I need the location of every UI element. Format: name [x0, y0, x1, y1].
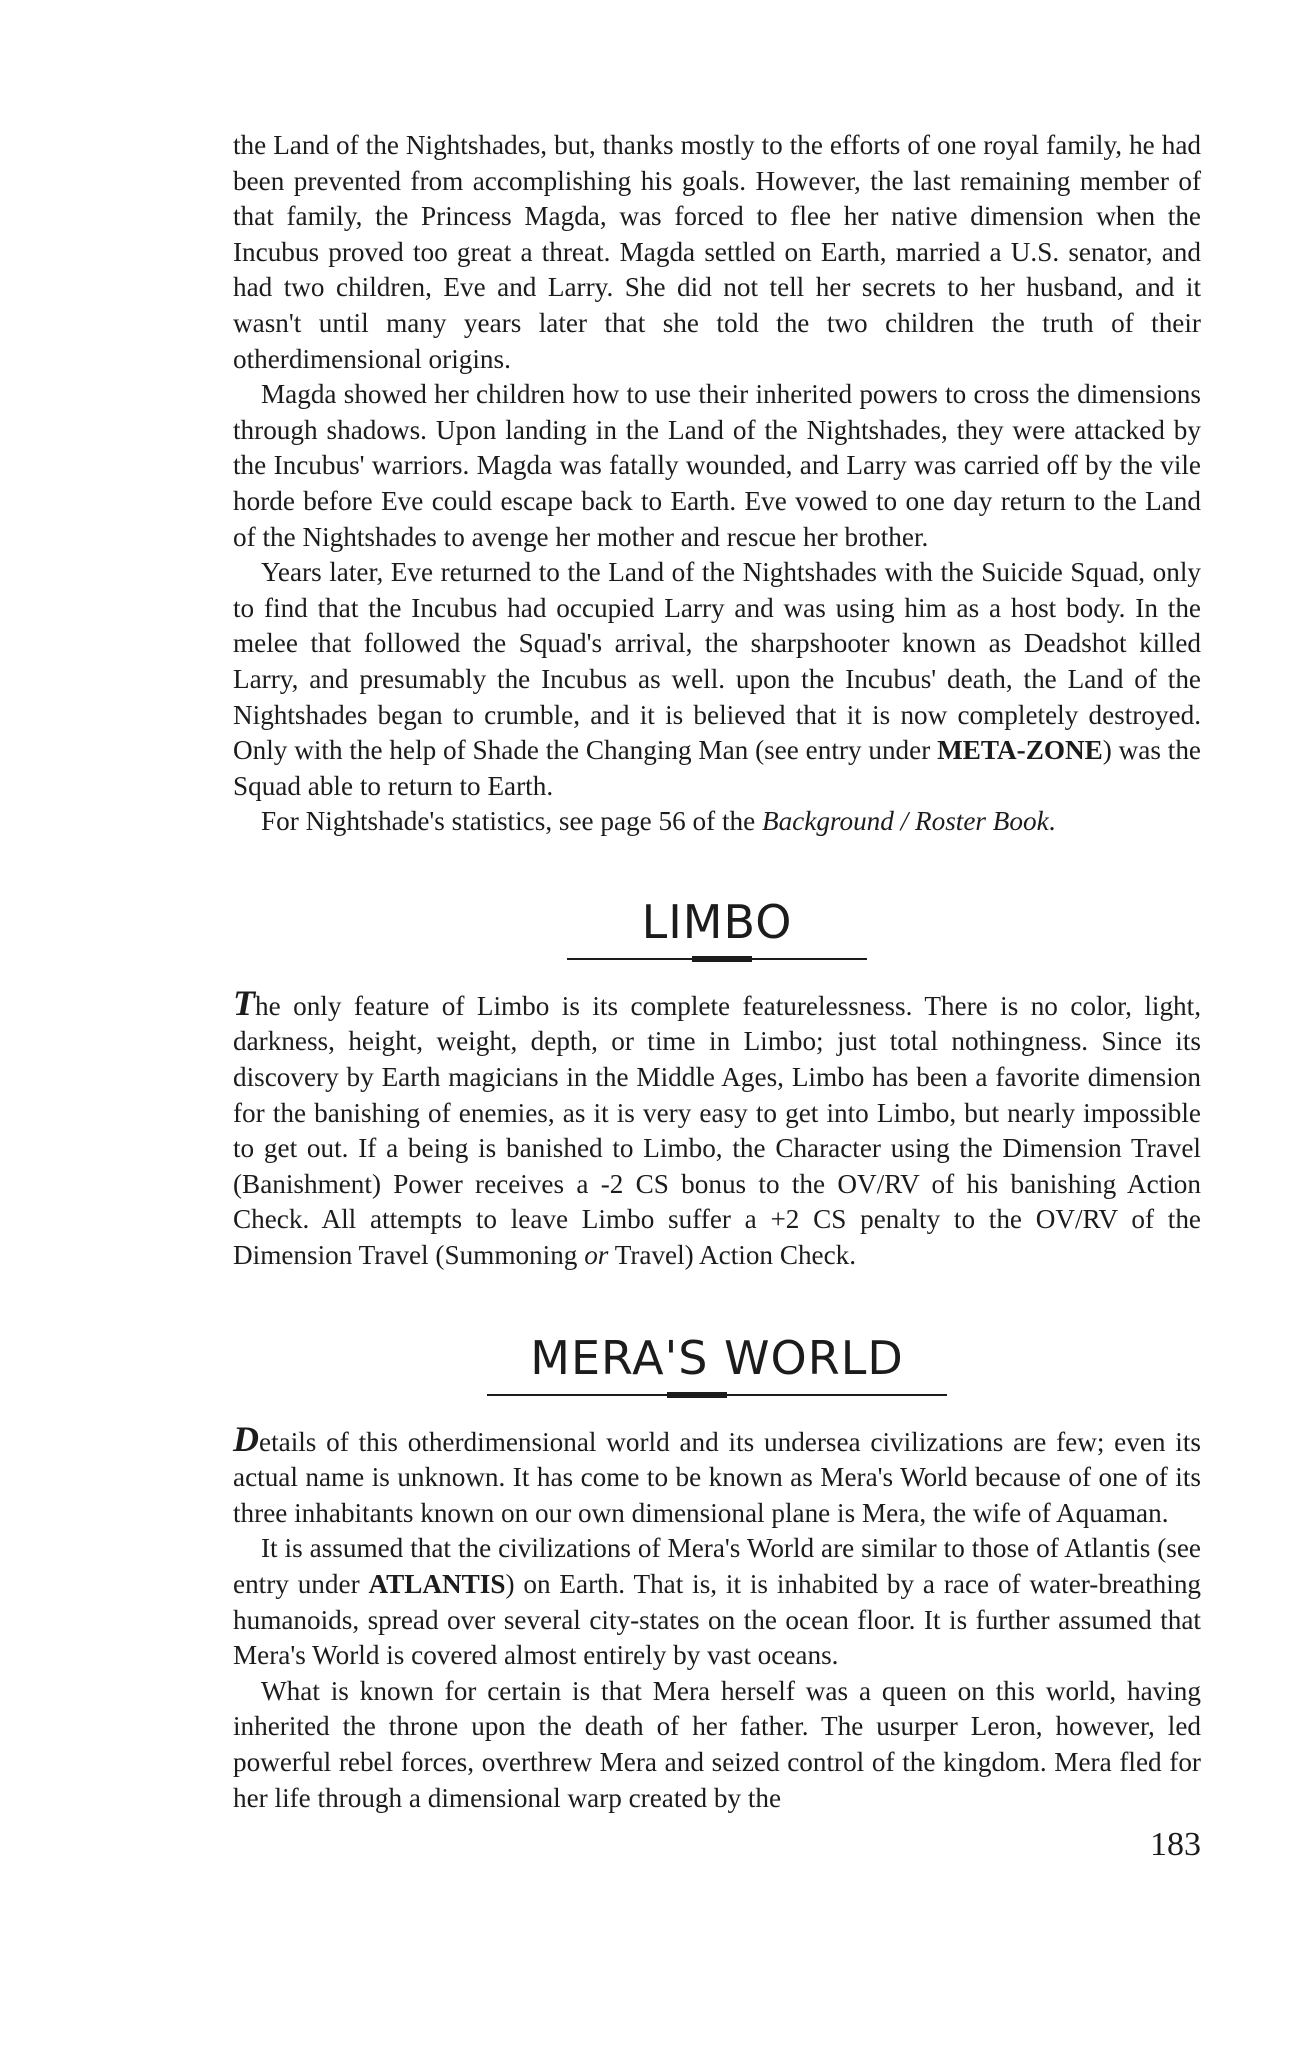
- meras-world-paragraph-2-text-a: It is assumed that the civilizations of Mera's World are similar to those of Atlantis (see entry under: [233, 1533, 1201, 1599]
- meras-world-heading-block: [233, 1332, 1201, 1396]
- limbo-dropcap: T: [233, 982, 255, 1023]
- book-title-reference: Background / Roster Book: [761, 806, 1049, 837]
- meras-world-dropcap: D: [233, 1418, 259, 1459]
- meras-world-paragraph-1: [233, 1418, 1201, 1532]
- meras-world-heading: MERA'S WORLD: [530, 1330, 904, 1385]
- meras-world-paragraph-3: [233, 1674, 1201, 1816]
- limbo-heading: LIMBO: [641, 894, 793, 949]
- meras-world-paragraph-2: [233, 1531, 1201, 1673]
- limbo-heading-rule: [567, 958, 867, 960]
- intro-paragraph-3: [233, 555, 1201, 804]
- intro-paragraph-3-text-a: Years later, Eve returned to the Land of the Nightshades with the Suicide Squad, only to find that the Incubus had occupied Larry and was using him as a host body. In the melee that followed the Squad's arrival, the sharpshooter known as Deadshot killed Larry, and presumably the Incubus as well. upon the Incubus' death, the Land of the Nightshades began to crumble, and it is believed that it is now completely destroyed. Only with the help of Shade the Changing Man (see entry under: [233, 557, 1201, 766]
- limbo-paragraph-1: [233, 982, 1201, 1274]
- meras-world-rule-accent: [667, 1392, 727, 1398]
- limbo-heading-block: [233, 896, 1201, 960]
- meras-world-heading-rule: [487, 1394, 947, 1396]
- meras-world-paragraph-2-text-b: ) on Earth. That is, it is inhabited by a race of water-breathing humanoids, spread over several city-states on the ocean floor. It is further assumed that Mera's World is covered almost entirely by vast oceans.: [233, 1569, 1202, 1671]
- intro-paragraph-1-text: the Land of the Nightshades, but, thanks mostly to the efforts of one royal family, he had been prevented from accomplishing his goals. However, the last remaining member of that family, the Princess Magda, was forced to flee her native dimension when the Incubus proved too great a threat. Magda settled on Earth, married a U.S. senator, and had two children, Eve and Larry. She did not tell her secrets to her husband, and it wasn't until many years later that she told the two children the truth of their otherdimensional origins.: [233, 130, 1201, 374]
- intro-paragraph-2: [233, 377, 1201, 555]
- intro-paragraph-2-text: Magda showed her children how to use their inherited powers to cross the dimensions through shadows. Upon landing in the Land of the Nightshades, they were attacked by the Incubus' warriors. Magda was fatally wounded, and Larry was carried off by the vile horde before Eve could escape back to Earth. Eve vowed to one day return to the Land of the Nightshades to avenge her mother and rescue her brother.: [233, 379, 1201, 552]
- cross-reference-meta-zone: META-ZONE: [937, 735, 1103, 766]
- meras-world-paragraph-1-text: etails of this otherdimensional world and its undersea civilizations are few; even its actual name is unknown. It has come to be known as Mera's World because of one of its three inhabitants known on our own dimensional plane is Mera, the wife of Aquaman.: [233, 1426, 1201, 1528]
- intro-paragraph-4-text-b: .: [1048, 806, 1056, 837]
- limbo-paragraph-1-text-b: Travel) Action Check.: [608, 1240, 857, 1271]
- intro-paragraph-3-text-b: ) was the Squad able to return to Earth.: [233, 735, 1201, 801]
- limbo-paragraph-1-text-a: he only feature of Limbo is its complete featurelessness. There is no color, light, darkness, height, weight, depth, or time in Limbo; just total nothingness. Since its discovery by Earth magicians in the Middle Ages, Limbo has been a favorite dimension for the banishing of enemies, as it is very easy to get into Limbo, but nearly impossible to get out. If a being is banished to Limbo, the Character using the Dimension Travel (Banishment) Power receives a -2 CS bonus to the OV/RV of his banishing Action Check. All attempts to leave Limbo suffer a +2 CS penalty to the OV/RV of the Dimension Travel (Summoning: [233, 990, 1201, 1271]
- intro-paragraph-1: [233, 128, 1201, 377]
- cross-reference-atlantis: ATLANTIS: [368, 1569, 506, 1599]
- limbo-paragraph-1-italic: or: [584, 1240, 609, 1271]
- page-body: [233, 128, 1201, 1816]
- intro-paragraph-4-text-a: For Nightshade's statistics, see page 56 of the: [261, 806, 762, 837]
- page-number: 183: [1150, 1826, 1201, 1863]
- meras-world-paragraph-3-text: What is known for certain is that Mera herself was a queen on this world, having inherited the throne upon the death of her father. The usurper Leron, however, led powerful rebel forces, overthrew Mera and seized control of the kingdom. Mera fled for her life through a dimensional warp created by the: [233, 1675, 1201, 1813]
- intro-paragraph-4: [233, 804, 1201, 840]
- limbo-rule-accent: [692, 956, 752, 962]
